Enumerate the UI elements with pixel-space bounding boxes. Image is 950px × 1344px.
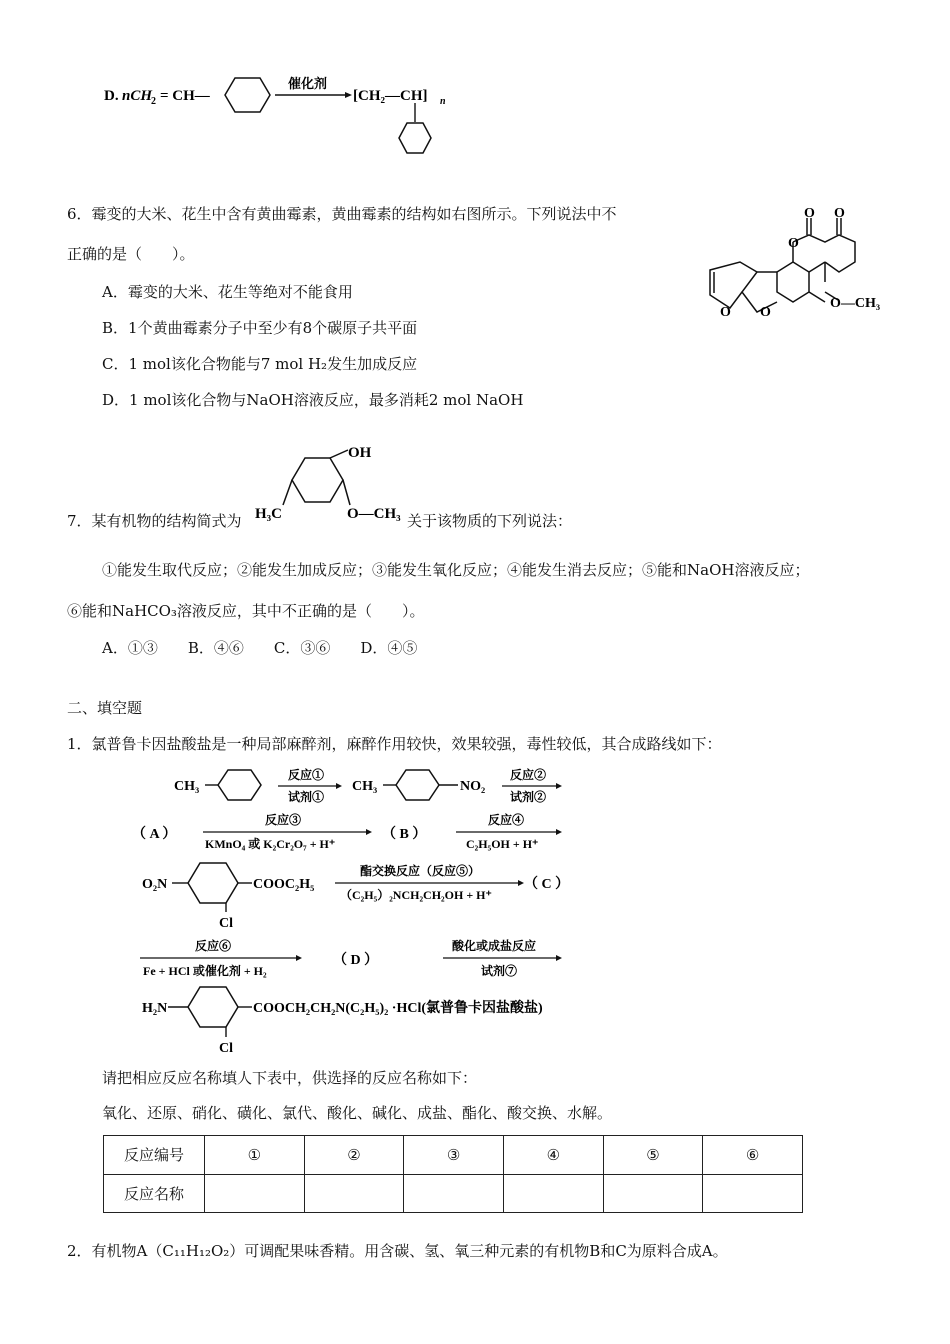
catalyst-label: 催化剂 [288,76,328,91]
answer-cell-5[interactable] [603,1174,703,1213]
q7-items-line2: ⑥能和NaHCO₃溶液反应，其中不正确的是（ ）。 [67,602,425,620]
benzene-ring [218,770,261,800]
r5-top: 酯交换反应（反应⑤） [360,864,481,878]
item-d-label: D. [104,88,119,104]
och3-label: O—CH₃ [347,506,401,522]
fill-instruction: 请把相应反应名称填人下表中，供选择的反应名称如下： [102,1069,478,1087]
monomer-left: nCH [122,88,153,104]
r4-bot: C₂H₅OH + H⁺ [466,837,539,851]
q6-option-a: A．霉变的大米、花生等绝对不能食用 [102,283,353,301]
q2-stem: 2．有机物A（C₁₁H₁₂O₂）可调配果味香精。用含碳、氢、氧三种元素的有机物B和C为原料合成A。 [67,1242,728,1260]
table-header-number: 反应编号 [104,1136,205,1175]
aflatoxin-o3: O [788,236,799,251]
polymer-unit: [CH₂—CH] [353,88,428,104]
aflatoxin-methoxy: O—CH₃ [830,296,881,311]
oh-label: OH [348,445,372,461]
final-chain: COOCH₂CH₂N(C₂H₅)₂ ·HCl(氯普鲁卡因盐酸盐) [253,1001,543,1016]
q7-items-line1: ①能发生取代反应；②能发生加成反应；③能发生氧化反应；④能发生消去反应；⑤能和NaOH溶液反应； [102,561,810,579]
table-row [104,1174,803,1213]
r4-top: 反应④ [488,813,525,827]
q6-stem-line1: 6．霉变的大米、花生中含有黄曲霉素，黄曲霉素的结构如右图所示。下列说法中不 [67,205,617,223]
answer-cell-6[interactable] [703,1174,803,1213]
compound-b: （ B ） [382,827,427,842]
table-cell-number: ② [304,1136,404,1175]
section2-heading: 二、填空题 [67,699,143,717]
no2-label: NO₂ [460,779,486,794]
h3c-label: H₃C [255,506,282,522]
benzene-ring [188,863,238,903]
r5-bot: （C₂H₅）₂NCH₂CH₂OH + H⁺ [340,888,492,902]
table-cell-number: ④ [503,1136,603,1175]
o2n-label: O₂N [142,877,168,892]
q6-stem-line2: 正确的是（ ）。 [67,245,195,263]
table-cell-number: ① [205,1136,305,1175]
r3-bot: KMnO₄ 或 K₂Cr₂O₇ + H⁺ [205,837,336,851]
ch3-1: CH₃ [174,779,200,794]
aflatoxin-o5: O [760,305,771,320]
q1-stem: 1．氯普鲁卡因盐酸盐是一种局部麻醉剂，麻醉作用较快，效果较强，毒性较低，其合成路线如下： [67,735,722,753]
aflatoxin-o4: O [720,305,731,320]
benzene-ring [225,78,270,112]
aflatoxin-o1: O [804,206,815,221]
q7-choices: A．①③ B．④⑥ C．③⑥ D．④⑤ [102,639,418,657]
answer-cell-1[interactable] [205,1174,305,1213]
reaction-names: 氧化、还原、硝化、磺化、氯代、酸化、碱化、成盐、酯化、酸交换、水解。 [102,1104,613,1122]
r3-top: 反应③ [265,813,302,827]
h2n-label: H₂N [142,1001,168,1016]
monomer-mid: = CH— [160,88,210,104]
synthesis-route-scheme [0,760,950,1060]
r1-bot: 试剂① [288,790,325,804]
cooc2h5-label: COOC₂H₅ [253,877,315,892]
benzene-ring [396,770,439,800]
table-header-name: 反应名称 [104,1174,205,1213]
answer-cell-4[interactable] [503,1174,603,1213]
aflatoxin-structure [690,200,910,330]
table-cell-number: ⑤ [603,1136,703,1175]
reaction-table [103,1135,803,1213]
table-cell-number: ③ [404,1136,504,1175]
r2-bot: 试剂② [510,790,547,804]
svg-text:2: 2 [151,96,156,107]
answer-cell-2[interactable] [304,1174,404,1213]
table-row [104,1136,803,1175]
compound-d: （ D ） [333,953,379,968]
r6-top: 反应⑥ [195,939,232,953]
answer-cell-3[interactable] [404,1174,504,1213]
aflatoxin-o2: O [834,206,845,221]
ch3-2: CH₃ [352,779,378,794]
q6-option-d: D．1 mol该化合物与NaOH溶液反应，最多消耗2 mol NaOH [102,391,524,409]
compound-c: （ C ） [524,877,570,892]
r1-top: 反应① [288,768,325,782]
r7-bot: 试剂⑦ [481,964,518,978]
r7-top: 酸化或成盐反应 [452,939,537,953]
cl-2: Cl [219,1041,233,1056]
polymer-n: n [440,96,446,107]
cl-1: Cl [219,916,233,931]
q7-stem-pre: 7．某有机物的结构简式为 [67,512,242,530]
q6-option-c: C．1 mol该化合物能与7 mol H₂发生加成反应 [102,355,418,373]
table-cell-number: ⑥ [703,1136,803,1175]
benzene-ring [399,123,431,153]
r2-top: 反应② [510,768,547,782]
q7-stem-post: 关于该物质的下列说法： [407,512,573,530]
compound-a: （ A ） [132,827,177,842]
benzene-ring [188,987,238,1027]
r6-bot: Fe + HCl 或催化剂 + H₂ [143,964,267,978]
styrene-polymerization-scheme [0,0,950,200]
q6-option-b: B．1个黄曲霉素分子中至少有8个碳原子共平面 [102,319,418,337]
